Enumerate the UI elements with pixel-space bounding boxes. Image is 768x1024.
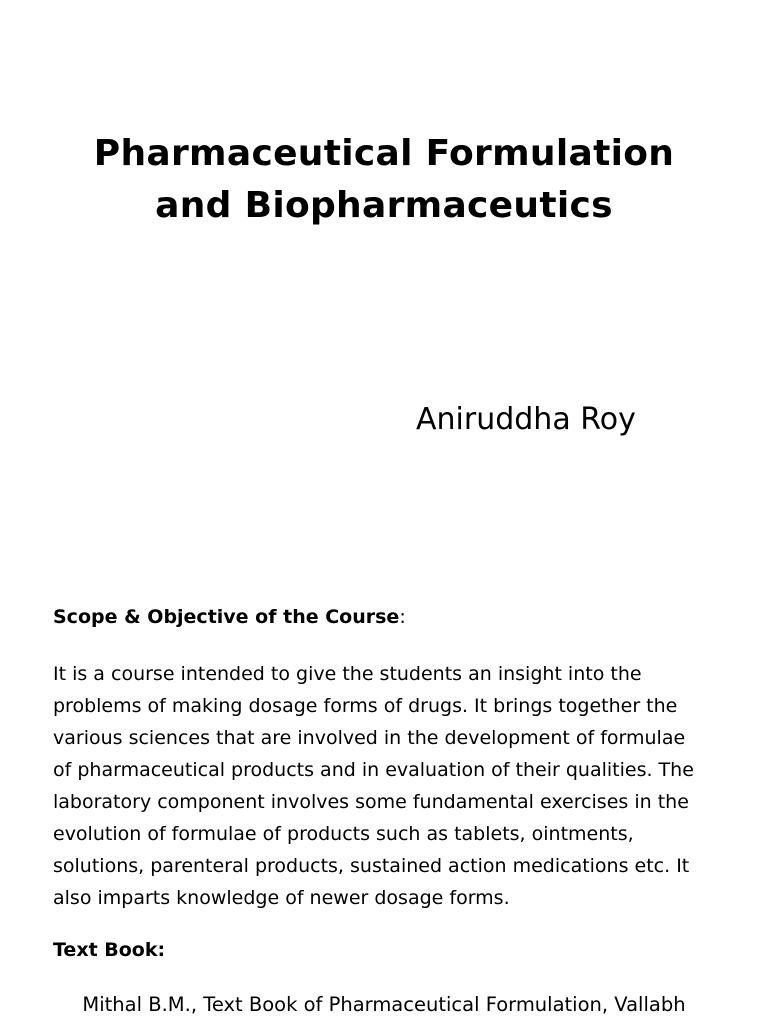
paragraph-line: solutions, parenteral products, sustained action medications etc. It — [53, 855, 690, 877]
author-name: Aniruddha Roy — [416, 402, 636, 437]
title-line-1: Pharmaceutical Formulation — [93, 133, 675, 174]
textbook-reference: Mithal B.M., Text Book of Pharmaceutical Formulation, Vallabh — [82, 993, 686, 1016]
document-title — [0, 128, 768, 232]
scope-heading-colon: : — [399, 606, 406, 628]
title-line-2: and Biopharmaceutics — [155, 185, 613, 226]
textbook-heading-text: Text Book: — [53, 939, 166, 961]
paragraph-line: of pharmaceutical products and in evaluation of their qualities. The — [53, 759, 694, 781]
scope-heading-text: Scope & Objective of the Course — [53, 606, 400, 628]
scope-heading — [53, 604, 406, 630]
paragraph-line: It is a course intended to give the students an insight into the — [53, 663, 642, 685]
paragraph-line: laboratory component involves some fundamental exercises in the — [53, 791, 689, 813]
paragraph-line: also imparts knowledge of newer dosage forms. — [53, 887, 510, 909]
paragraph-line: various sciences that are involved in the development of formulae — [53, 727, 686, 749]
scope-paragraph — [53, 658, 753, 914]
paragraph-line: evolution of formulae of products such as tablets, ointments, — [53, 823, 634, 845]
textbook-heading — [53, 937, 165, 963]
paragraph-line: problems of making dosage forms of drugs. It brings together the — [53, 695, 678, 717]
